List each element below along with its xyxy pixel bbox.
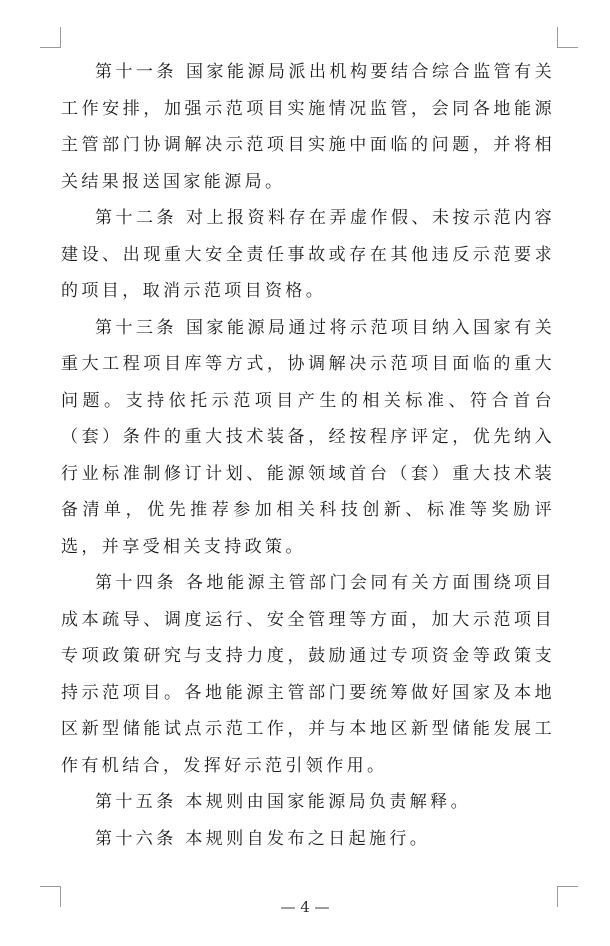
article-13: 第十三条 国家能源局通过将示范项目纳入国家有关重大工程项目库等方式，协调解决示范项目面临的重大问题。支持依托示范项目产生的相关标准、符合首台（套）条件的重大技术装备，经按程序评定，优先纳入行业标准制修订计划、能源领域首台（套）重大技术装备清单，优先推荐参加相关科技创新、标准等奖励评选，并享受相关支持政策。 — [61, 317, 555, 557]
corner-mark-top-right — [557, 27, 578, 48]
article-11: 第十一条 国家能源局派出机构要结合综合监管有关工作安排，加强示范项目实施情况监管，会同各地能源主管部门协调解决示范项目实施中面临的问题，并将相关结果报送国家能源局。 — [61, 62, 555, 192]
document-body — [61, 54, 555, 857]
article-15: 第十五条 本规则由国家能源局负责解释。 — [95, 792, 472, 812]
page-number: — 4 — — [280, 898, 330, 916]
article-16: 第十六条 本规则自发布之日起施行。 — [95, 828, 431, 849]
article-12: 第十二条 对上报资料存在弄虚作假、未按示范内容建设、出现重大安全责任事故或存在其他违反示范要求的项目，取消示范项目资格。 — [61, 208, 555, 301]
corner-mark-top-left — [40, 27, 61, 48]
article-14: 第十四条 各地能源主管部门会同有关方面围绕项目成本疏导、调度运行、安全管理等方面，加大示范项目专项政策研究与支持力度，鼓励通过专项资金等政策支持示范项目。各地能源主管部门要统筹做好国家及本地区新型储能试点示范工作，并与本地区新型储能发展工作有机结合，发挥好示范引领作用。 — [61, 573, 555, 776]
